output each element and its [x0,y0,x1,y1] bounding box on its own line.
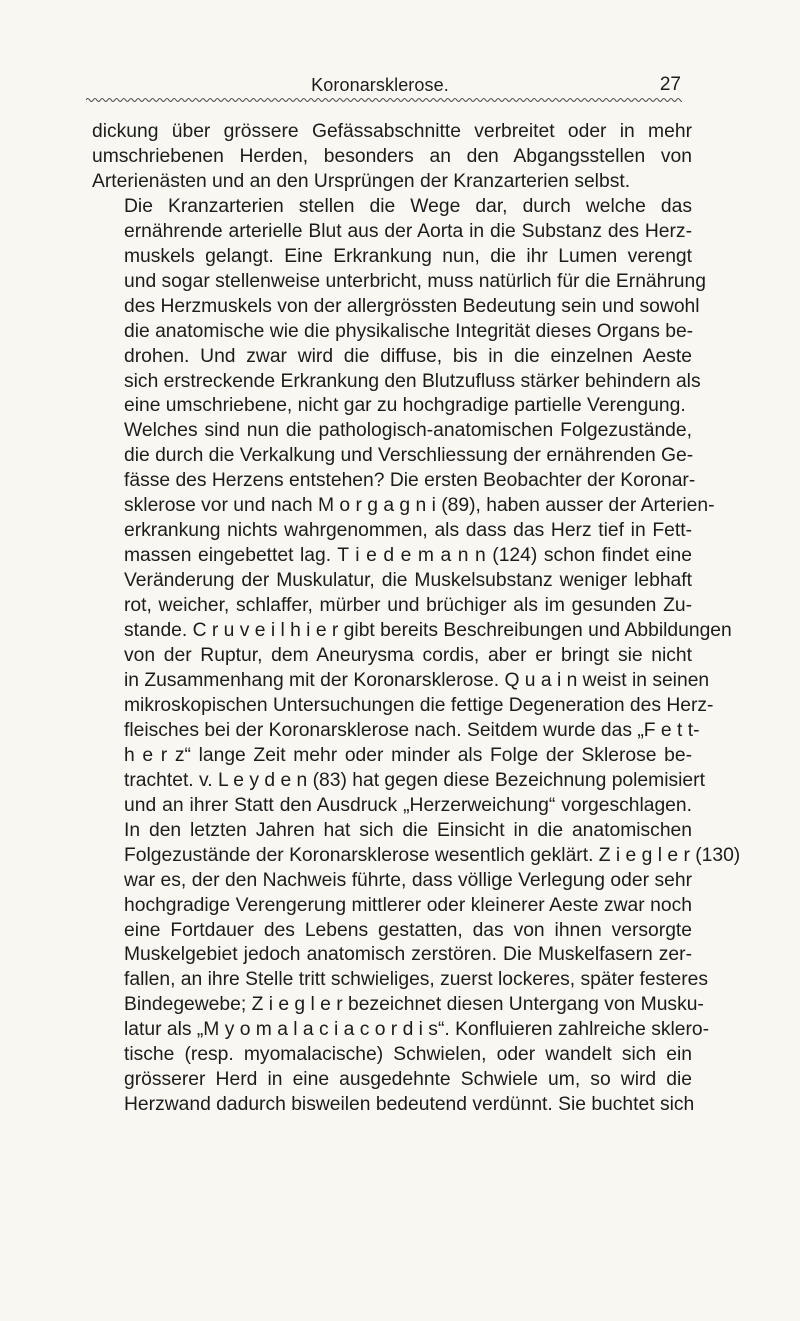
text-line: massen eingebettet lag. T i e d e m a n n (124) schon findet eine [124,545,692,567]
paragraph [92,419,741,1118]
decorative-wavy-rule [86,96,682,104]
text-line: fleisches bei der Koronarsklerose nach. Seitdem wurde das „F e t t- [124,719,700,741]
text-line: tische (resp. myomalacische) Schwielen, oder wandelt sich ein [124,1044,692,1066]
text-line: mikroskopischen Untersuchungen die fettige Degeneration des Herz- [124,694,714,716]
text-line: fallen, an ihre Stelle tritt schwieliges, zuerst lockeres, später festeres [124,969,709,991]
text-line: und sogar stellenweise unterbricht, muss natürlich für die Ernährung [124,270,706,292]
text-line: In den letzten Jahren hat sich die Einsicht in die anatomischen [124,819,692,841]
text-line: drohen. Und zwar wird die diffuse, bis in die einzelnen Aeste [124,345,692,367]
text-line: muskels gelangt. Eine Erkrankung nun, die ihr Lumen verengt [124,245,692,267]
text-line: Die Kranzarterien stellen die Wege dar, durch welche das [124,195,692,217]
text-line: sich erstreckende Erkrankung den Blutzufluss stärker behindern als [124,370,701,392]
text-line: trachtet. v. L e y d e n (83) hat gegen diese Bezeichnung polemisiert [124,769,705,791]
paragraph [92,120,692,195]
text-line: rot, weicher, schlaffer, mürber und brüchiger als im gesunden Zu- [124,595,692,617]
text-line: grösserer Herd in eine ausgedehnte Schwiele um, so wird die [124,1069,692,1091]
text-line: und an ihrer Statt den Ausdruck „Herzerweichung“ vorgeschlagen. [124,794,692,816]
text-line: hochgradige Verengerung mittlerer oder kleinerer Aeste zwar noch [124,894,692,916]
text-line: eine umschriebene, nicht gar zu hochgradige partielle Verengung. [124,395,686,417]
text-line: Bindegewebe; Z i e g l e r bezeichnet diesen Untergang von Musku- [124,994,704,1016]
text-line: Arterienästen und an den Ursprüngen der Kranzarterien selbst. [92,170,631,192]
running-title: Koronarsklerose. [311,75,449,95]
running-head [80,74,680,98]
paragraph [92,195,706,420]
text-line: eine Fortdauer des Lebens gestatten, das von ihnen versorgte [124,919,692,941]
text-line: Muskelgebiet jedoch anatomisch zerstören. Die Muskelfasern zer- [124,944,692,966]
text-line: in Zusammenhang mit der Koronarsklerose. Q u a i n weist in seinen [124,669,710,691]
text-line: Welches sind nun die pathologisch-anatomischen Folgezustände, [124,420,692,442]
text-line: umschriebenen Herden, besonders an den Abgangsstellen von [92,145,692,167]
text-line: die anatomische wie die physikalische Integrität dieses Organs be- [124,320,694,342]
page-number: 27 [659,74,681,95]
text-line: h e r z“ lange Zeit mehr oder minder als Folge der Sklerose be- [124,744,692,766]
text-line: fässe des Herzens entstehen? Die ersten Beobachter der Koronar- [124,470,696,492]
text-line: stande. C r u v e i l h i e r gibt bereits Beschreibungen und Abbildungen [124,620,732,642]
text-line: war es, der den Nachweis führte, dass völlige Verlegung oder sehr [124,869,692,891]
text-line: sklerose vor und nach M o r g a g n i (89), haben ausser der Arterien- [124,495,715,517]
text-line: Veränderung der Muskulatur, die Muskelsubstanz weniger lebhaft [124,570,692,592]
text-line: dickung über grössere Gefässabschnitte verbreitet oder in mehr [92,121,692,142]
text-line: die durch die Verkalkung und Verschliessung der ernährenden Ge- [124,445,694,467]
text-line: Folgezustände der Koronarsklerose wesentlich geklärt. Z i e g l e r (130) [124,844,741,866]
text-line: des Herzmuskels von der allergrössten Bedeutung sein und sowohl [124,295,700,317]
text-line: ernährende arterielle Blut aus der Aorta in die Substanz des Herz- [124,220,692,242]
text-line: Herzwand dadurch bisweilen bedeutend verdünnt. Sie buchtet sich [124,1094,695,1116]
text-line: erkrankung nichts wahrgenommen, als dass das Herz tief in Fett- [124,520,692,542]
text-line: von der Ruptur, dem Aneurysma cordis, aber er bringt sie nicht [124,645,692,667]
body-text [92,120,741,1118]
text-line: latur als „M y o m a l a c i a c o r d i s“. Konfluieren zahlreiche sklero- [124,1019,710,1041]
